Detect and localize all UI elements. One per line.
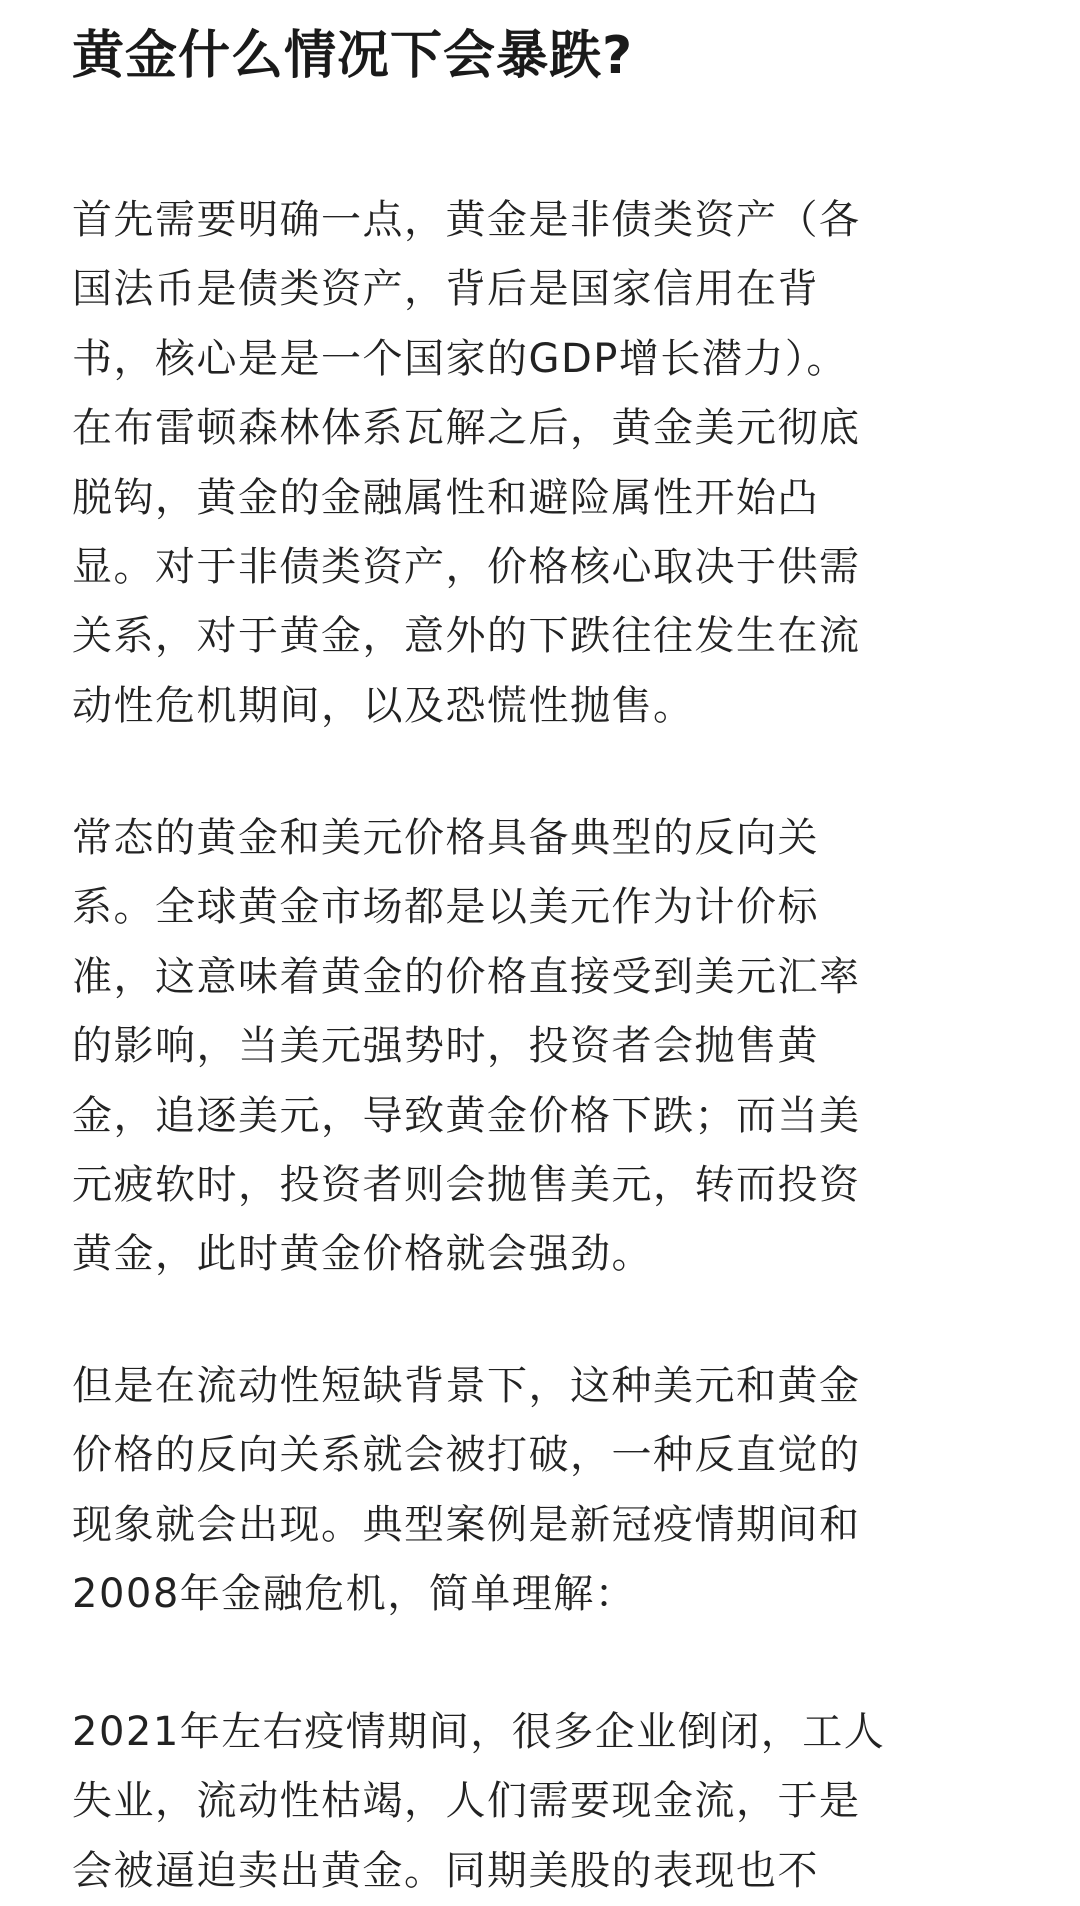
paragraph-3 xyxy=(72,1352,861,1630)
paragraph-line: 常态的黄金和美元价格具备典型的反向关 xyxy=(72,815,819,861)
paragraph-line: 2008年金融危机，简单理解： xyxy=(72,1571,637,1618)
paragraph-line: 的影响，当美元强势时，投资者会抛售黄 xyxy=(72,1023,819,1070)
paragraph-1 xyxy=(72,186,861,741)
paragraph-line: 准，这意味着黄金的价格直接受到美元汇率 xyxy=(72,953,861,1000)
paragraph-line: 在布雷顿森林体系瓦解之后，黄金美元彻底 xyxy=(72,405,861,452)
paragraph-line: 显。对于非债类资产，价格核心取决于供需 xyxy=(72,544,861,591)
paragraph-line: 元疲软时，投资者则会抛售美元，转而投资 xyxy=(72,1162,861,1209)
paragraph-line: 价格的反向关系就会被打破，一种反直觉的 xyxy=(72,1432,861,1479)
paragraph-line: 黄金，此时黄金价格就会强劲。 xyxy=(72,1231,653,1278)
paragraph-line: 首先需要明确一点，黄金是非债类资产（各 xyxy=(72,197,861,243)
paragraph-line: 金，追逐美元，导致黄金价格下跌；而当美 xyxy=(72,1092,861,1139)
paragraph-line: 现象就会出现。典型案例是新冠疫情期间和 xyxy=(72,1501,861,1548)
article xyxy=(72,18,1002,1894)
paragraph-4 xyxy=(72,1698,885,1906)
paragraph-line: 书，核心是是一个国家的GDP增长潜力）。 xyxy=(72,335,848,382)
page-title: 黄金什么情况下会暴跌? xyxy=(72,26,634,86)
paragraph-line: 国法币是债类资产，背后是国家信用在背 xyxy=(72,266,819,313)
paragraph-line: 但是在流动性短缺背景下，这种美元和黄金 xyxy=(72,1363,861,1409)
paragraph-line: 失业，流动性枯竭，人们需要现金流，于是 xyxy=(72,1778,861,1825)
paragraph-line: 会被逼迫卖出黄金。同期美股的表现也不 xyxy=(72,1847,819,1894)
paragraph-line: 脱钩，黄金的金融属性和避险属性开始凸 xyxy=(72,474,819,521)
paragraph-line: 关系，对于黄金，意外的下跌往往发生在流 xyxy=(72,613,861,660)
paragraph-line: 系。全球黄金市场都是以美元作为计价标 xyxy=(72,884,819,931)
paragraph-line: 2021年左右疫情期间，很多企业倒闭，工人 xyxy=(72,1709,886,1755)
paragraph-line: 动性危机期间，以及恐慌性抛售。 xyxy=(72,682,695,729)
paragraph-2 xyxy=(72,804,861,1290)
